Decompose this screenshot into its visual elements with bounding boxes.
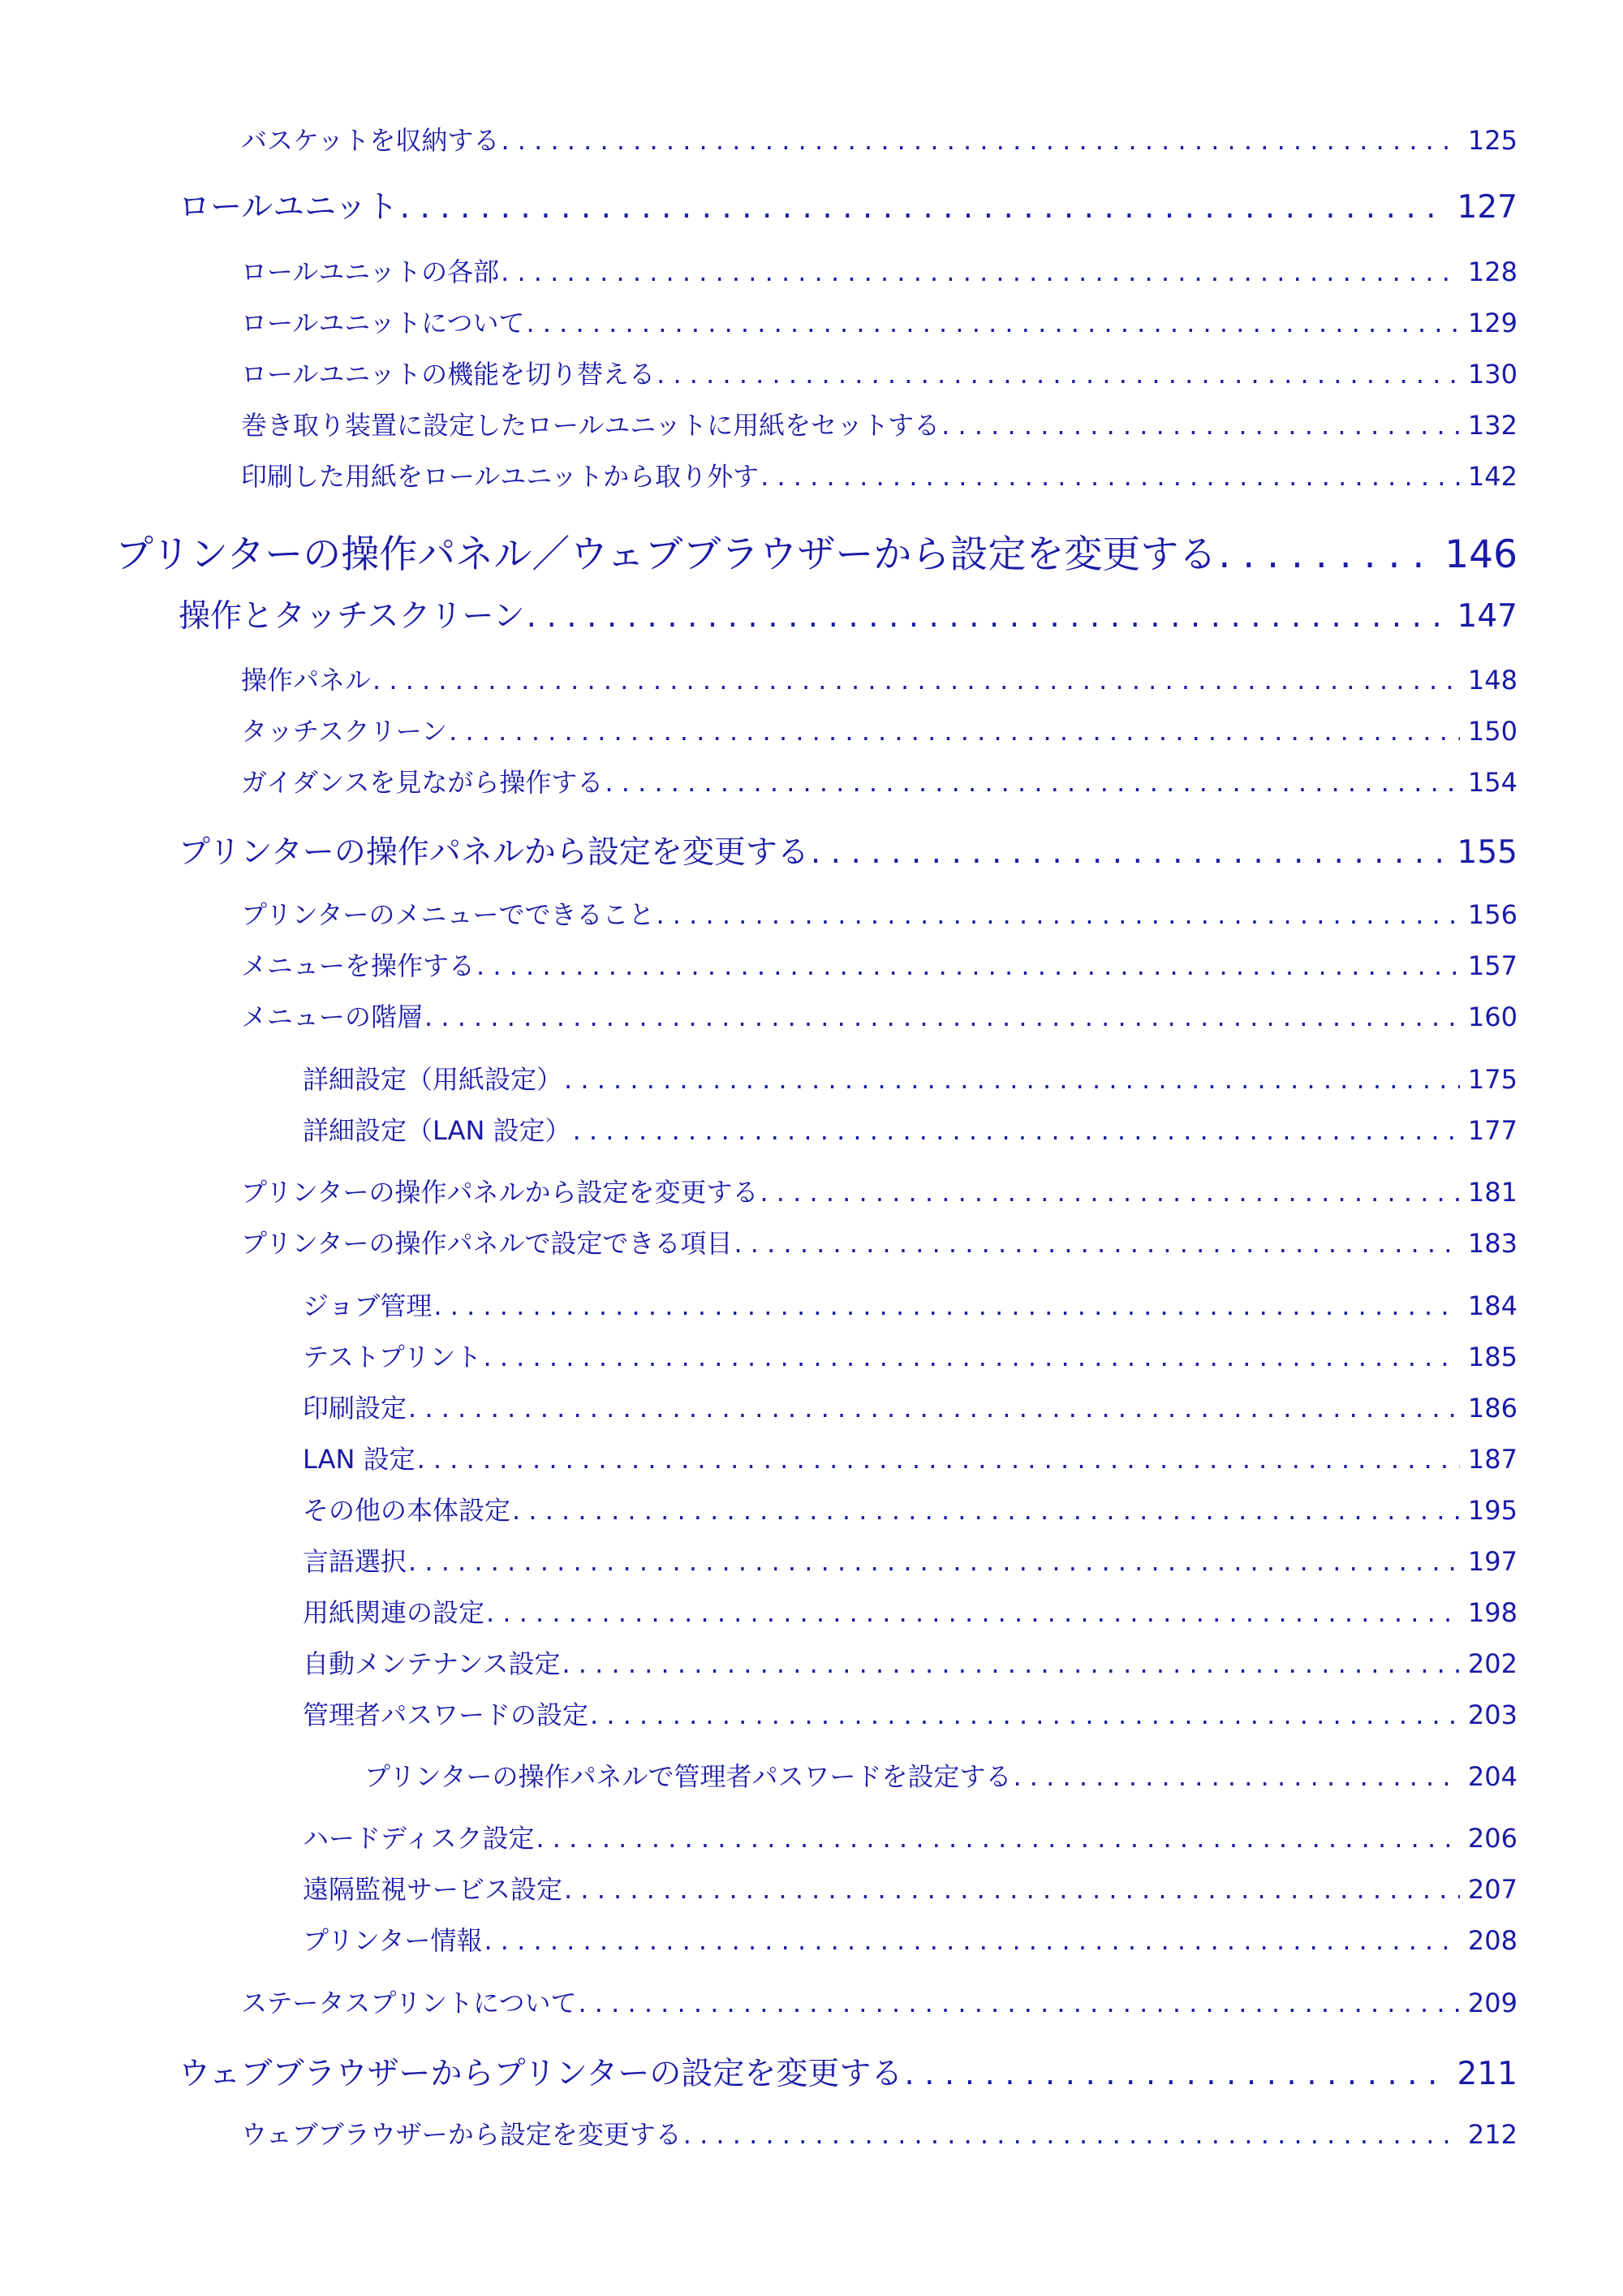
toc-entry-page: 148 <box>1467 665 1518 696</box>
dot-leader <box>605 767 1460 798</box>
toc-entry-title: 詳細設定（LAN 設定） <box>303 1115 571 1146</box>
toc-entry-page: 142 <box>1467 461 1518 492</box>
toc-entry-title: プリンターの操作パネルから設定を変更する <box>241 1177 759 1208</box>
dot-leader <box>656 899 1459 930</box>
toc-entry-title: 操作とタッチスクリーン <box>179 598 525 635</box>
dot-leader <box>483 1342 1459 1372</box>
toc-entry[interactable] <box>179 2048 1518 2094</box>
dot-leader <box>564 1064 1460 1095</box>
toc-entry[interactable] <box>303 1286 1518 1323</box>
toc-entry-title: プリンターの操作パネル／ウェブブラウザーから設定を変更する <box>115 532 1217 577</box>
toc-entry-title: 自動メンテナンス設定 <box>303 1648 561 1679</box>
toc-entry[interactable] <box>303 1592 1518 1630</box>
dot-leader <box>372 665 1460 696</box>
toc-entry-title: ウェブブラウザーから設定を変更する <box>241 2119 682 2150</box>
toc-entry-page: 156 <box>1467 899 1518 930</box>
dot-leader <box>734 1228 1459 1259</box>
toc-entry-title: メニューを操作する <box>241 950 476 981</box>
toc-entry[interactable] <box>303 1439 1518 1476</box>
dot-leader <box>683 2119 1460 2150</box>
toc-entry-title: ロールユニットについて <box>241 308 525 338</box>
toc-entry-title: ロールユニットの各部 <box>241 256 500 287</box>
toc-entry-page: 185 <box>1467 1342 1518 1372</box>
toc-entry[interactable] <box>179 827 1518 872</box>
toc-entry-page: 183 <box>1467 1228 1518 1259</box>
toc-entry[interactable] <box>303 1920 1518 1958</box>
toc-entry[interactable] <box>241 1172 1518 1209</box>
toc-entry-title: プリンター情報 <box>303 1925 483 1956</box>
toc-entry-page: 207 <box>1467 1874 1518 1905</box>
toc-entry-page: 181 <box>1467 1177 1518 1208</box>
toc-entry[interactable] <box>364 1756 1518 1794</box>
toc-entry-page: 129 <box>1467 308 1518 338</box>
dot-leader <box>433 1290 1460 1321</box>
toc-entry[interactable] <box>241 1983 1518 2020</box>
dot-leader <box>536 1823 1459 1854</box>
toc-entry-page: 125 <box>1467 125 1518 156</box>
dot-leader <box>760 1177 1459 1208</box>
dot-leader <box>501 125 1460 156</box>
toc-entry-page: 175 <box>1467 1064 1518 1095</box>
dot-leader <box>408 1393 1460 1424</box>
toc-entry-title: メニューの階層 <box>241 1002 424 1032</box>
toc-entry-title: 言語選択 <box>303 1546 407 1577</box>
toc-entry[interactable] <box>179 182 1518 227</box>
dot-leader <box>424 1002 1460 1032</box>
toc-entry-title: 巻き取り装置に設定したロールユニットに用紙をセットする <box>241 410 941 441</box>
dot-leader <box>512 1495 1460 1526</box>
toc-entry-title: ロールユニットの機能を切り替える <box>241 359 656 390</box>
toc-entry[interactable] <box>241 711 1518 748</box>
dot-leader <box>526 308 1459 338</box>
dot-leader <box>484 1925 1459 1956</box>
toc-entry[interactable] <box>115 524 1518 579</box>
dot-leader <box>590 1699 1460 1730</box>
dot-leader <box>527 598 1444 635</box>
toc-entry-page: 206 <box>1467 1823 1518 1854</box>
toc-entry-title: バスケットを収納する <box>241 125 500 156</box>
toc-entry-title: ガイダンスを見ながら操作する <box>241 767 604 798</box>
toc-entry-page: 150 <box>1467 716 1518 747</box>
toc-entry-page: 211 <box>1457 2056 1518 2092</box>
toc-entry-page: 160 <box>1467 1002 1518 1032</box>
toc-entry-title: プリンターの操作パネルで管理者パスワードを設定する <box>364 1761 1012 1792</box>
toc-entry-page: 203 <box>1467 1699 1518 1730</box>
toc-entry[interactable] <box>241 894 1518 932</box>
toc-entry[interactable] <box>303 1869 1518 1906</box>
toc-entry-title: 用紙関連の設定 <box>303 1597 485 1628</box>
toc-entry-page: 202 <box>1467 1648 1518 1679</box>
toc-entry[interactable] <box>241 120 1518 157</box>
toc-entry[interactable] <box>241 405 1518 442</box>
toc-entry[interactable] <box>179 591 1518 636</box>
toc-entry-title: LAN 設定 <box>303 1444 415 1475</box>
dot-leader <box>400 189 1444 226</box>
toc-entry-page: 198 <box>1467 1597 1518 1628</box>
toc-entry-page: 197 <box>1467 1546 1518 1577</box>
dot-leader <box>573 1115 1460 1146</box>
toc-entry[interactable] <box>241 252 1518 289</box>
toc-entry[interactable] <box>303 1110 1518 1148</box>
toc-entry-title: ウェブブラウザーからプリンターの設定を変更する <box>179 2056 903 2092</box>
toc-entry-title: 操作パネル <box>241 665 372 696</box>
toc-entry-title: プリンターのメニューでできること <box>241 899 655 930</box>
toc-entry-page: 184 <box>1467 1290 1518 1321</box>
toc-entry-title: ハードディスク設定 <box>303 1823 535 1854</box>
toc-entry[interactable] <box>303 1490 1518 1527</box>
dot-leader <box>486 1597 1460 1628</box>
dot-leader <box>476 950 1460 981</box>
toc-entry[interactable] <box>303 1695 1518 1732</box>
dot-leader <box>578 1988 1459 2018</box>
toc-entry[interactable] <box>241 1223 1518 1260</box>
dot-leader <box>811 834 1444 871</box>
toc-entry-page: 146 <box>1444 532 1518 577</box>
toc-entry-page: 186 <box>1467 1393 1518 1424</box>
toc-entry-page: 132 <box>1467 410 1518 441</box>
toc-entry[interactable] <box>303 1643 1518 1681</box>
toc-entry-title: ロールユニット <box>179 189 398 226</box>
toc-entry-page: 208 <box>1467 1925 1518 1956</box>
toc-entry[interactable] <box>241 660 1518 697</box>
dot-leader <box>657 359 1460 390</box>
toc-entry-page: 128 <box>1467 256 1518 287</box>
toc-entry[interactable] <box>241 2114 1518 2152</box>
toc-entry-title: 遠隔監視サービス設定 <box>303 1874 563 1905</box>
toc-entry-page: 130 <box>1467 359 1518 390</box>
dot-leader <box>449 716 1460 747</box>
toc-entry-title: 印刷設定 <box>303 1393 407 1424</box>
toc-entry-title: 印刷した用紙をロールユニットから取り外す <box>241 461 760 492</box>
toc-entry-title: 詳細設定（用紙設定） <box>303 1064 563 1095</box>
toc-entry-page: 155 <box>1457 834 1518 871</box>
toc-entry-page: 204 <box>1467 1761 1518 1792</box>
dot-leader <box>564 1874 1460 1905</box>
toc-entry[interactable] <box>241 997 1518 1034</box>
toc-entry-title: その他の本体設定 <box>303 1495 511 1526</box>
toc-entry[interactable] <box>241 354 1518 391</box>
dot-leader <box>760 461 1460 492</box>
toc-entry[interactable] <box>303 1388 1518 1425</box>
toc-entry[interactable] <box>303 1337 1518 1374</box>
toc-entry[interactable] <box>241 762 1518 799</box>
toc-entry-page: 177 <box>1467 1115 1518 1146</box>
toc-entry[interactable] <box>303 1818 1518 1855</box>
toc-entry-title: プリンターの操作パネルで設定できる項目 <box>241 1228 733 1259</box>
toc-entry-title: テストプリント <box>303 1342 482 1372</box>
dot-leader <box>1013 1761 1459 1792</box>
dot-leader <box>562 1648 1459 1679</box>
dot-leader <box>904 2056 1444 2092</box>
dot-leader <box>501 256 1460 287</box>
toc-entry[interactable] <box>241 456 1518 493</box>
toc-entry[interactable] <box>303 1059 1518 1096</box>
toc-entry-page: 187 <box>1467 1444 1518 1475</box>
toc-entry-title: 管理者パスワードの設定 <box>303 1699 589 1730</box>
dot-leader <box>408 1546 1460 1577</box>
toc-entry[interactable] <box>241 303 1518 340</box>
toc-entry-title: プリンターの操作パネルから設定を変更する <box>179 834 809 871</box>
dot-leader <box>1218 532 1432 577</box>
dot-leader <box>417 1444 1460 1475</box>
toc-entry-page: 209 <box>1467 1988 1518 2018</box>
toc-entry-title: ステータスプリントについて <box>241 1988 577 2018</box>
toc-entry-page: 127 <box>1457 189 1518 226</box>
toc-entry-title: タッチスクリーン <box>241 716 448 747</box>
dot-leader <box>941 410 1460 441</box>
toc-entry-page: 147 <box>1457 598 1518 635</box>
toc-entry[interactable] <box>303 1541 1518 1579</box>
toc-entry-page: 154 <box>1467 767 1518 798</box>
toc-entry-title: ジョブ管理 <box>303 1290 433 1321</box>
toc-entry[interactable] <box>241 946 1518 983</box>
toc-entry-page: 212 <box>1467 2119 1518 2150</box>
toc-entry-page: 195 <box>1467 1495 1518 1526</box>
toc-entry-page: 157 <box>1467 950 1518 981</box>
